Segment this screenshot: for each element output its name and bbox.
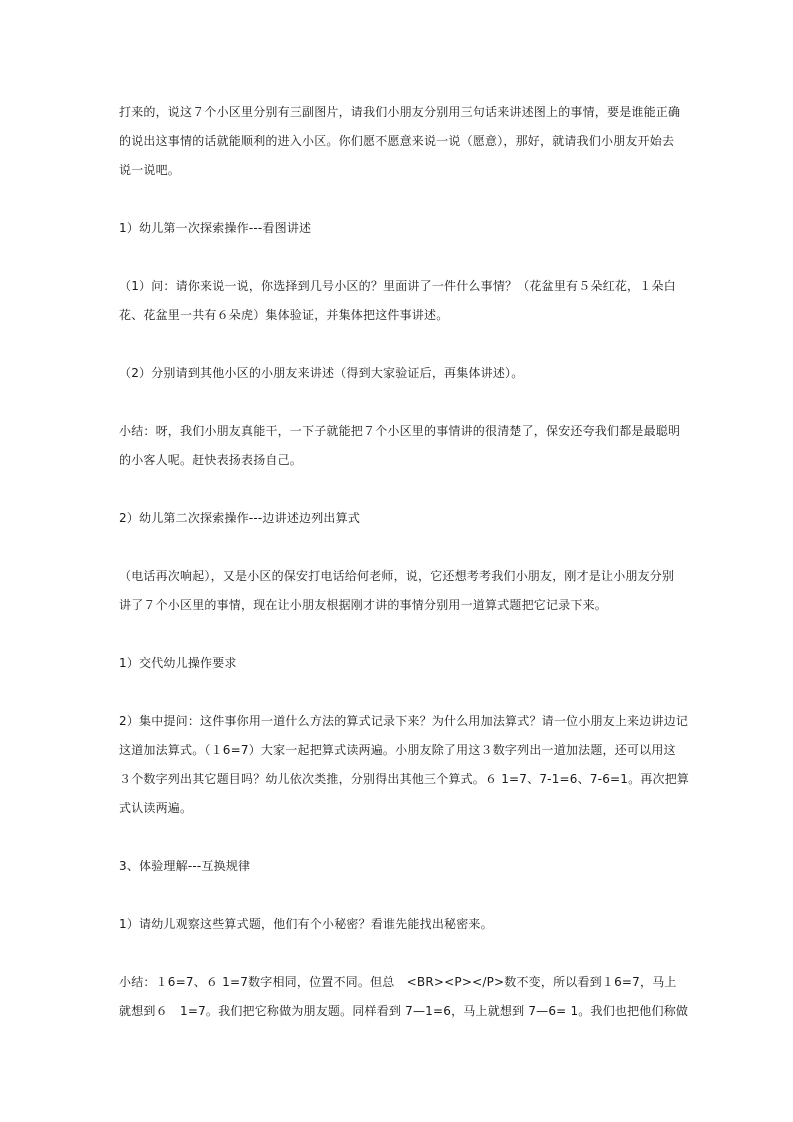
paragraph-spacer bbox=[119, 939, 679, 968]
paragraph-requirements bbox=[119, 649, 679, 678]
paragraph-centralized-questions bbox=[119, 707, 690, 823]
text-line: 打来的，说这７个小区里分别有三副图片，请我们小朋友分别用三句话来讲述图上的事情，要是谁能正确 bbox=[119, 105, 681, 119]
paragraph-spacer bbox=[119, 533, 679, 562]
paragraph-summary-2 bbox=[119, 968, 689, 1026]
section-heading-second-exploration bbox=[119, 504, 679, 533]
text-line: 小结：１6=7、６ 1=7数字相同，位置不同。但总 <BR><P></P>数不变，所以看到１6=7，马上 bbox=[119, 975, 677, 989]
text-line: 就想到６ 1=7。我们把它称做为朋友题。同样看到 7—1=6，马上就想到 7—6= 1。我们也把他们称做 bbox=[119, 1004, 689, 1018]
paragraph-spacer bbox=[119, 620, 679, 649]
text-line: 的说出这事情的话就能顺利的进入小区。你们愿不愿意来说一说（愿意），那好，就请我们小朋友开始去 bbox=[119, 134, 675, 148]
text-line: 1）请幼儿观察这些算式题，他们有个小秘密？看谁先能找出秘密来。 bbox=[119, 917, 493, 931]
paragraph-question-2 bbox=[119, 359, 679, 388]
document-body bbox=[119, 98, 690, 1026]
text-line: 2）幼儿第二次探索操作---边讲述边列出算式 bbox=[119, 511, 361, 525]
text-line: 这道加法算式。（１6=7）大家一起把算式读两遍。小朋友除了用这３数字列出一道加法题，还可以用这 bbox=[119, 743, 676, 757]
text-line: 花、花盆里一共有６朵虎）集体验证，并集体把这件事讲述。 bbox=[119, 308, 449, 322]
text-line: 式认读两遍。 bbox=[119, 801, 193, 815]
paragraph-phone-call bbox=[119, 562, 679, 620]
section-heading-first-exploration bbox=[119, 214, 679, 243]
paragraph-spacer bbox=[119, 475, 679, 504]
text-line: 3、体验理解---互换规律 bbox=[119, 859, 251, 873]
paragraph-spacer bbox=[119, 185, 679, 214]
paragraph-observe bbox=[119, 910, 679, 939]
text-line: 讲了７个小区里的事情，现在让小朋友根据刚才讲的事情分别用一道算式题把它记录下来。 bbox=[119, 598, 608, 612]
paragraph-spacer bbox=[119, 388, 679, 417]
text-line: 的小客人呢。赶快表扬表扬自己。 bbox=[119, 453, 303, 467]
paragraph-spacer bbox=[119, 823, 679, 852]
paragraph-spacer bbox=[119, 243, 679, 272]
text-line: 1）幼儿第一次探索操作---看图讲述 bbox=[119, 221, 312, 235]
text-line: 2）集中提问：这件事你用一道什么方法的算式记录下来？为什么用加法算式？请一位小朋友上来边讲边记 bbox=[119, 714, 689, 728]
paragraph-spacer bbox=[119, 881, 679, 910]
text-line: （电话再次响起），又是小区的保安打电话给何老师，说，它还想考考我们小朋友，刚才是让小朋友分别 bbox=[119, 569, 675, 583]
section-heading-exchange-rule bbox=[119, 852, 679, 881]
text-line: 1）交代幼儿操作要求 bbox=[119, 656, 237, 670]
text-line: ３个数字列出其它题目吗？幼儿依次类推，分别得出其他三个算式。６ 1=7、7-1=6、7-6=1。再次把算 bbox=[119, 772, 690, 786]
paragraph-summary-1 bbox=[119, 417, 679, 475]
paragraph-intro bbox=[119, 98, 679, 185]
text-line: 说一说吧。 bbox=[119, 163, 181, 177]
paragraph-spacer bbox=[119, 330, 679, 359]
paragraph-spacer bbox=[119, 678, 679, 707]
text-line: 小结：呀，我们小朋友真能干，一下子就能把７个小区里的事情讲的很清楚了，保安还夸我们都是最聪明 bbox=[119, 424, 681, 438]
text-line: （1）问：请你来说一说，你选择到几号小区的？里面讲了一件什么事情？（花盆里有５朵红花，１朵白 bbox=[119, 279, 676, 293]
text-line: （2）分别请到其他小区的小朋友来讲述（得到大家验证后，再集体讲述）。 bbox=[119, 366, 524, 380]
paragraph-question-1 bbox=[119, 272, 679, 330]
